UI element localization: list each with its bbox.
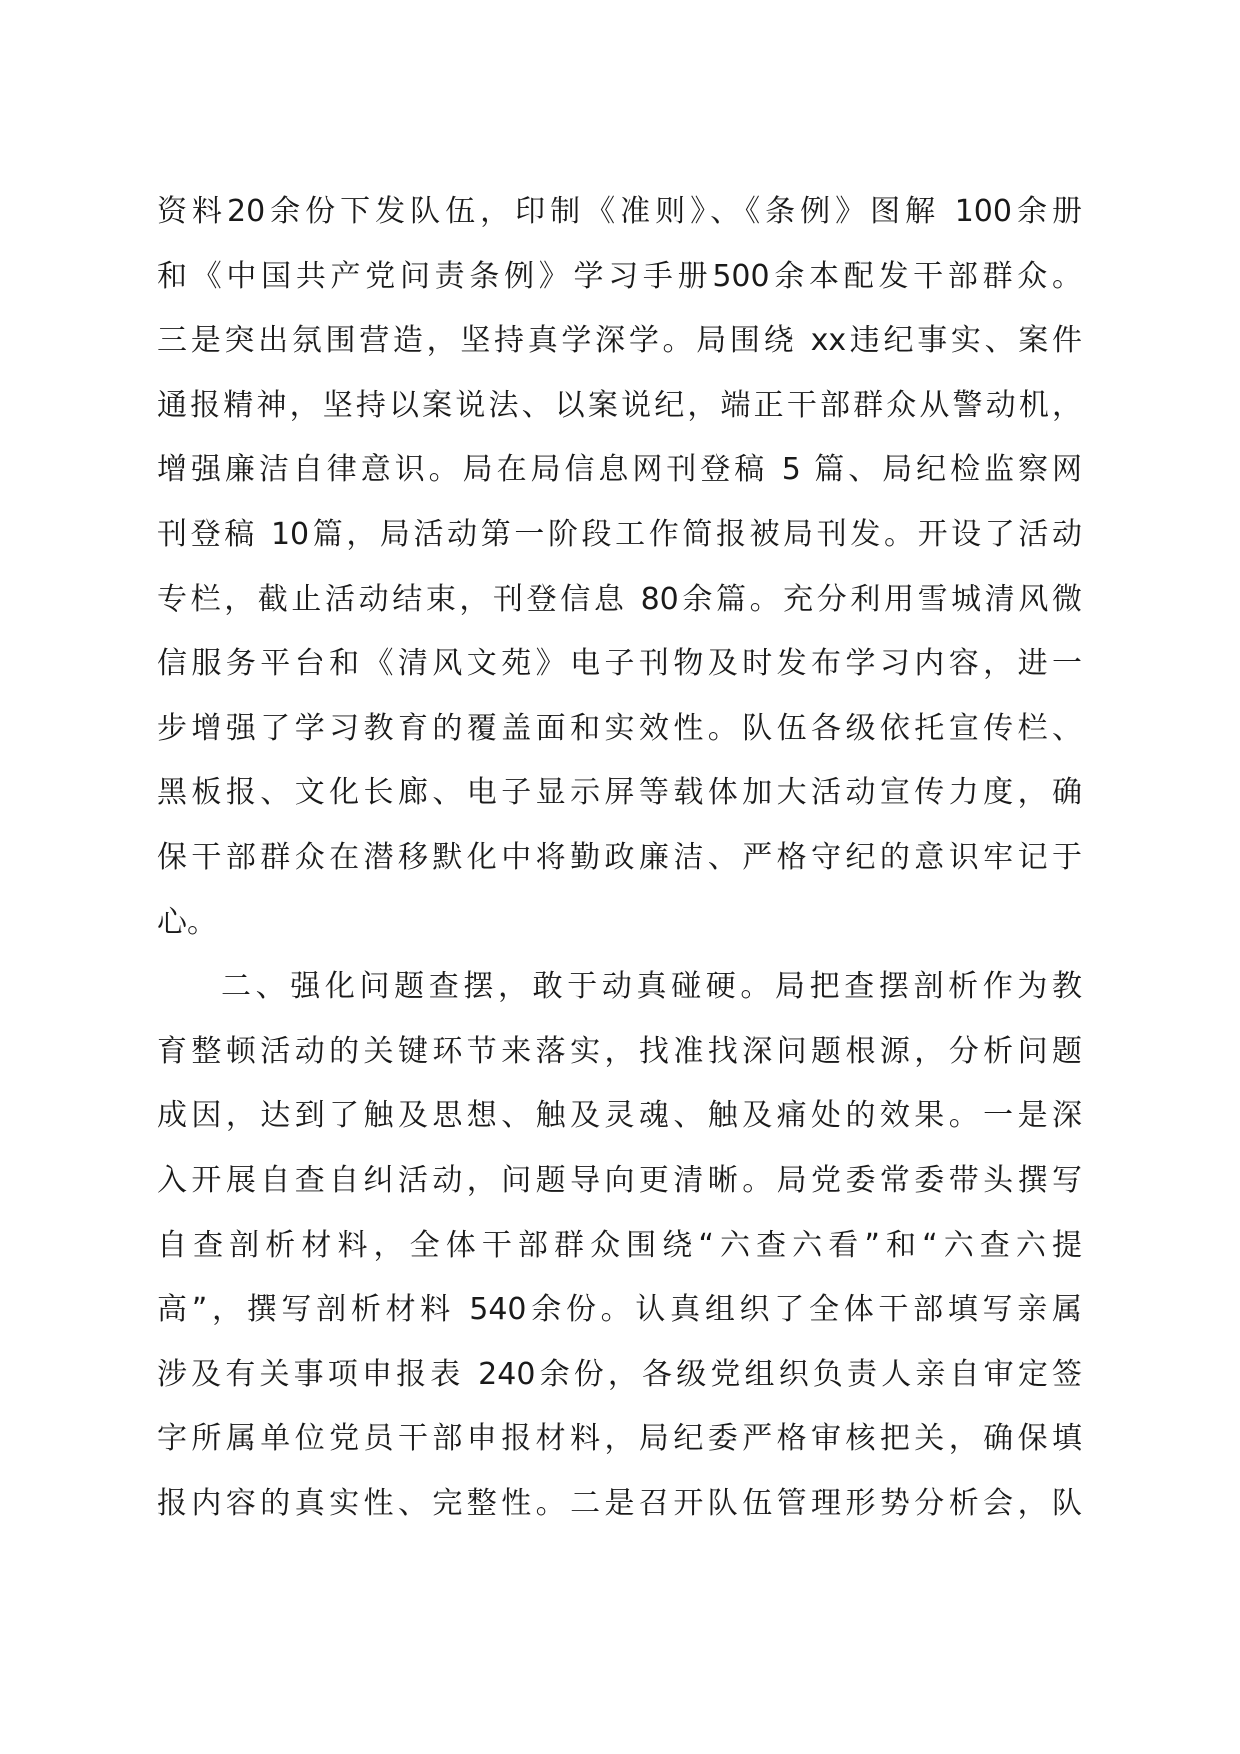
text-line: 步增强了学习教育的覆盖面和实效性。队伍各级依托宣传栏、 <box>157 710 1082 746</box>
text-line: 信服务平台和《清风文苑》电子刊物及时发布学习内容，进一 <box>157 646 1082 682</box>
text-line: 高”，撰写剖析材料 540余份。认真组织了全体干部填写亲属 <box>157 1292 1082 1328</box>
text-line: 资料20余份下发队伍，印制《准则》、《条例》图解 100余册 <box>157 194 1082 229</box>
text-line: 增强廉洁自律意识。局在局信息网刊登稿 5 篇、局纪检监察网 <box>157 452 1082 488</box>
text-line: 和《中国共产党问责条例》学习手册500余本配发干部群众。 <box>157 258 1082 294</box>
body-text <box>157 190 1082 1546</box>
text-line: 报内容的真实性、完整性。二是召开队伍管理形势分析会，队 <box>157 1485 1082 1521</box>
text-line: 育整顿活动的关键环节来落实，找准找深问题根源，分析问题 <box>157 1033 1082 1069</box>
text-line: 三是突出氛围营造，坚持真学深学。局围绕 xx违纪事实、案件 <box>157 323 1082 359</box>
text-line: 涉及有关事项申报表 240余份，各级党组织负责人亲自审定签 <box>157 1356 1082 1392</box>
text-line: 黑板报、文化长廊、电子显示屏等载体加大活动宣传力度，确 <box>157 775 1082 811</box>
text-line: 保干部群众在潜移默化中将勤政廉洁、严格守纪的意识牢记于 <box>157 839 1082 875</box>
text-line: 心。 <box>157 904 217 940</box>
text-line: 刊登稿 10篇，局活动第一阶段工作简报被局刊发。开设了活动 <box>157 516 1082 552</box>
section-heading-line: 二、强化问题查摆，敢于动真碰硬。局把查摆剖析作为教 <box>221 969 1082 1005</box>
text-line: 成因，达到了触及思想、触及灵魂、触及痛处的效果。一是深 <box>157 1098 1082 1134</box>
text-line: 通报精神，坚持以案说法、以案说纪，端正干部群众从警动机， <box>157 387 1082 423</box>
text-line: 字所属单位党员干部申报材料，局纪委严格审核把关，确保填 <box>157 1421 1082 1457</box>
text-line: 专栏，截止活动结束，刊登信息 80余篇。充分利用雪城清风微 <box>157 581 1082 617</box>
text-line: 入开展自查自纠活动，问题导向更清晰。局党委常委带头撰写 <box>157 1162 1082 1198</box>
text-line: 自查剖析材料，全体干部群众围绕“六查六看”和“六查六提 <box>157 1227 1082 1263</box>
